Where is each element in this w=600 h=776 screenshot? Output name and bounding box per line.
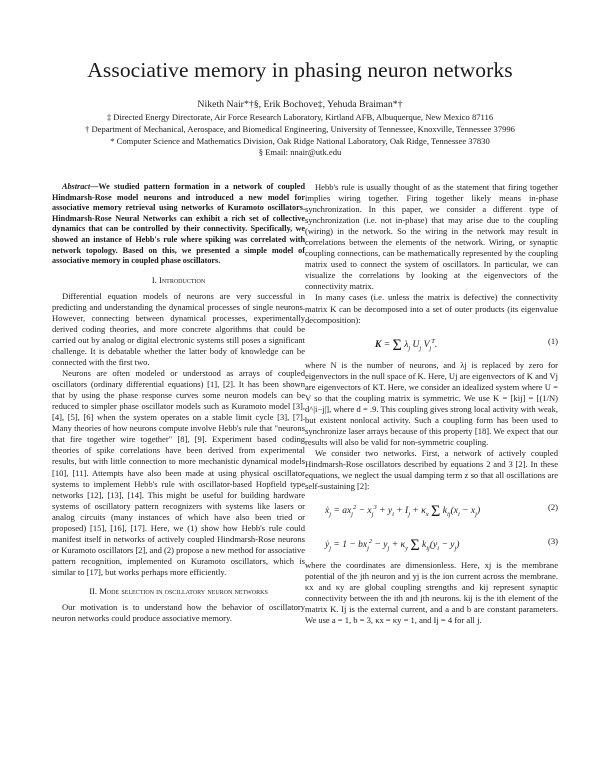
paragraph: Hebb's rule is usually thought of as the statement that firing together implies wiring together. Firing together likely means in-phase synchronization. In this paper, we consider a different type of synchronization (i.e. not in-phase) that may arise due to the coupling (wiring) in the network. So the wiring in the network may result in correlations between the elements of the network. Wiring, or synaptic coupling connections, can be mathematically represented by the coupling matrix used to connect the system of oscillators. In particular, we can visualize the correlations by looking at the eigenvectors of the connectivity matrix. [305,182,558,292]
section-heading-introduction: I. Introduction [151,274,206,285]
equation-2-number: (2) [547,502,558,513]
author-list: Niketh Nair*†§, Erik Bochove‡, Yehuda Braiman*† [197,99,403,110]
equation-3 [305,526,558,560]
paper-title: Associative memory in phasing neuron networks [87,58,513,82]
affiliation-3: * Computer Science and Mathematics Division, Oak Ridge National Laboratory, Oak Ridge, Tennessee 37830 [110,136,490,146]
author-email: § Email: nnair@utk.edu [258,147,342,157]
equation-1 [305,326,558,360]
paragraph: We consider two networks. First, a network of actively coupled Hindmarsh-Rose oscillators described by equations 2 and 3 [2]. In these equations, we neglect the usual damping term z so that all oscillations are self-sustaining [2]: [305,447,558,492]
left-column [52,182,305,624]
equation-1-body: K = Σ $\lambda_j$ $U_j$ $V_j^T$. [375,336,438,354]
affiliation-2: † Department of Mechanical, Aerospace, and Biomedical Engineering, University of Tennessee, Knoxville, Tennessee 37996 [85,124,515,134]
abstract-label: Abstract [62,182,91,191]
right-column [305,182,558,626]
equation-1-number: (1) [547,335,558,346]
equation-3-body: ẏ$_j$ = $1 - bx_j^2 - y_j + \kappa_y$ Σ $k_{ij}(y_i - y_j)$ [325,537,460,555]
paragraph: Our motivation is to understand how the behavior of oscillatory neuron networks could produce associative memory. [52,601,305,624]
section-heading-mode-selection: II. Mode selection in oscillatory neuron networks [89,585,268,596]
paragraph: where N is the number of neurons, and λj is replaced by zero for eigenvectors in the null space of K. Here, Uj are eigenvectors of K and Vj are eigenvectors of KT. Here, we consider an idealized system where U = V so that the coupling matrix is symmetric. We use K = [kij] = [(1/N) d^|i−j|], where d = .9. This coupling gives strong local activity with weak, but existent nonlocal activity. Such a coupling form has been used to synchronize laser arrays because of this property [18]. We expect that our results will also be valid for non-symmetric coupling. [305,359,558,447]
paragraph: Neurons are often modeled or understood as arrays of coupled oscillators (ordinary differential equations) [1], [2]. It has been shown that by using the phase response curves some neuron models can be reduced to simpler phase oscillator models such as Kuramoto model [3], [4], [5], [6] when the system operates on a stable limit cycle [3], [7]. Many theories of how neurons compute involve Hebb's rule that "neurons that fire together wire together" [8], [9]. Experiment based coding theories of spike correlations have been derived from experimental results, but with little connection to more mechanistic dynamical models [10], [11]. Attempts have also been made at using physical oscillator systems to implement Hebb's rule with oscillator-based Hopfield type networks [12], [13], [14]. This might be useful for building hardware systems of oscillatory pattern recognizers with systems like lasers or analog circuits (many instances of which have also been tried or proposed) [15], [16], [17]. Here, we (1) show how Hebb's rule could manifest itself in networks of actively coupled Hindmarsh-Rose neurons or Kuramoto oscillators [2], and (2) propose a new method for associative pattern recognition, implemented on Kuramoto oscillators, which is similar to [17], but works perhaps more efficiently. [52,368,306,577]
paragraph: Differential equation models of neurons are very successful in predicting and understanding the dynamical processes of single neurons. However, connecting between dynamical processes, experimentally derived coding theories, and more concrete algorithms that could be carried out by analog or digital electronic systems still poses a significant challenge. It is debatable whether the latter body of knowledge can be connected with the first two. [52,290,305,368]
affiliation-1: ‡ Directed Energy Directorate, Air Force Research Laboratory, Kirtland AFB, Albuquerque, New Mexico 87116 [106,112,494,122]
equation-2 [305,492,558,526]
abstract-text: —We studied pattern formation in a network of coupled Hindmarsh-Rose model neurons and introduced a new model for associative memory retrieval using networks of Kuramoto oscillators. Hindmarsh-Rose Neural Networks can exhibit a rich set of collective dynamics that can be controlled by their connectivity. Specifically, we showed an instance of Hebb's rule where spiking was correlated with network topology. Based on this, we presented a simple model of associative memory in coupled phase oscillators. [52,182,305,266]
paragraph: In many cases (i.e. unless the matrix is defective) the connectivity matrix K can be decomposed into a set of outer products (its eigenvalue decomposition): [305,292,558,325]
abstract [52,182,305,267]
equation-2-body: ẋ$_j$ = $ax_j^2 - x_j^3 + y_i + I_j + \kappa_x$ Σ $k_{ij}(x_i - x_j)$ [325,503,481,521]
equation-3-number: (3) [547,536,558,547]
paragraph: where the coordinates are dimensionless. Here, xj is the membrane potential of the jth neuron and yj is the ion current across the membrane. κx and κy are global coupling strengths and kij represent synaptic connectivity between the ith and jth neurons. kij is the ith element of the matrix K. Ij is the external current, and a and b are constant parameters. We use a = 1, b = 3, κx = κy = 1, and Ij = 4 for all j. [305,560,558,626]
